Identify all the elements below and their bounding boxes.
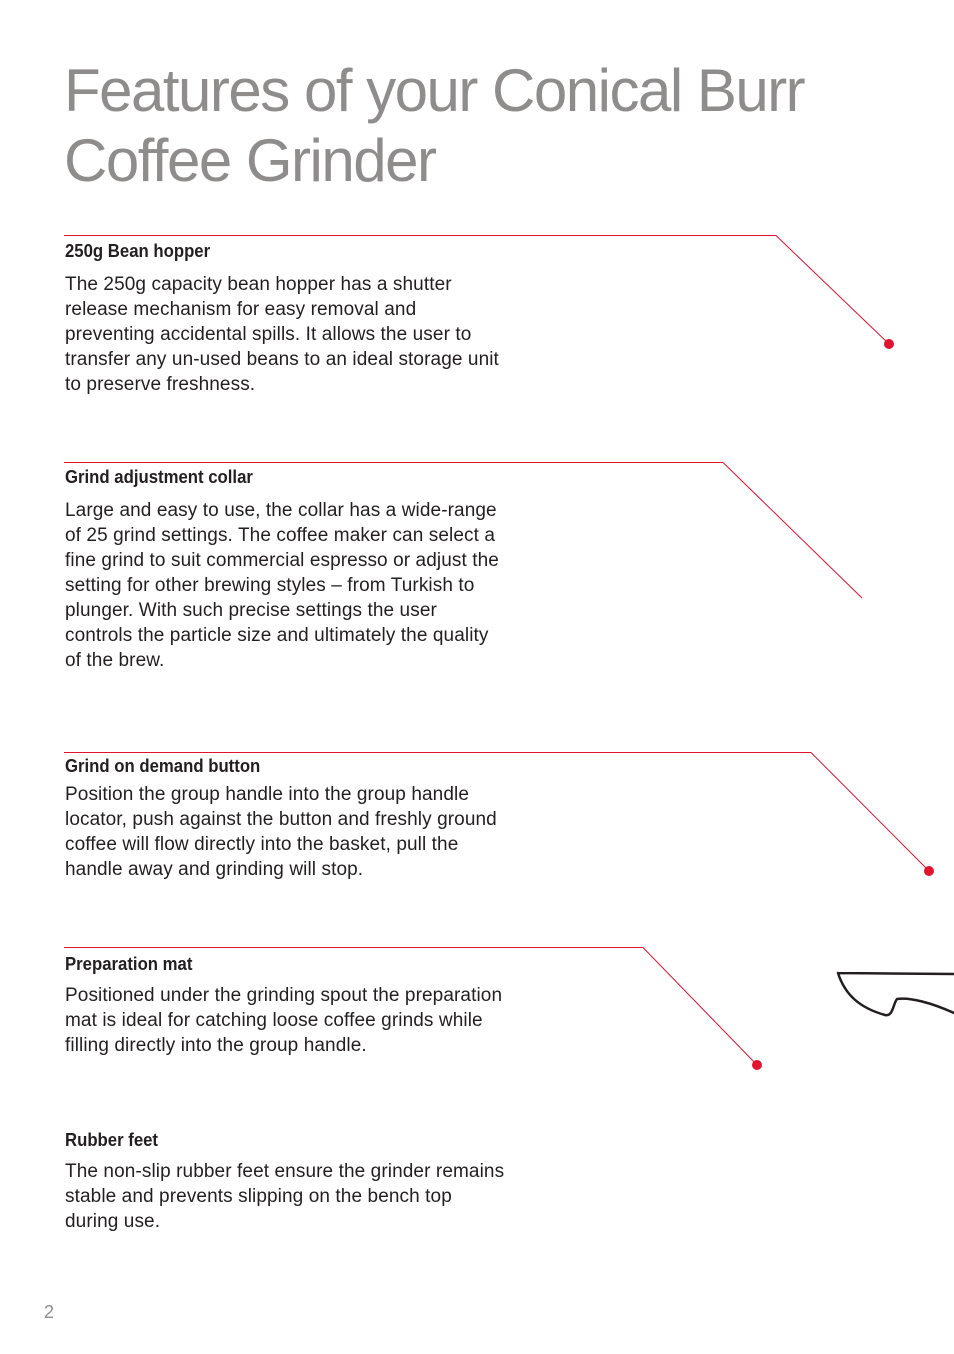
feature-bean-hopper [65,240,505,397]
feature-preparation-mat [65,953,505,1058]
page-number: 2 [44,1302,55,1322]
feature-description: The non-slip rubber feet ensure the grinder remains stable and prevents slipping on the bench top during use. [65,1161,505,1232]
feature-description: Position the group handle into the group handle locator, push against the button and freshly ground coffee will flow directly into the basket, pull the handle away and grinding will stop. [65,784,497,880]
page-title: Features of your Conical Burr Coffee Grinder [64,57,805,194]
feature-heading: Grind on demand button [65,756,261,776]
feature-grind-on-demand-button [65,755,505,882]
feature-description: Large and easy to use, the collar has a wide-range of 25 grind settings. The coffee maker can select a fine grind to suit commercial espresso or adjust the setting for other brewing styles – from Turkish to plunger. With such precise settings the user controls the particle size and ultimately the quality of the brew. [65,500,499,671]
feature-heading: Preparation mat [65,954,193,974]
feature-description: The 250g capacity bean hopper has a shutter release mechanism for easy removal and preventing accidental spills. It allows the user to transfer any un-used beans to an ideal storage unit to preserve freshness. [65,274,499,395]
feature-grind-adjustment-collar [65,466,505,673]
grinder-outline-illustration [838,973,954,1015]
feature-heading: 250g Bean hopper [65,241,211,261]
feature-heading: Grind adjustment collar [65,467,253,487]
feature-rubber-feet [65,1129,505,1234]
feature-description: Positioned under the grinding spout the preparation mat is ideal for catching loose coffee grinds while filling directly into the group handle. [65,985,503,1056]
feature-heading: Rubber feet [65,1130,159,1150]
